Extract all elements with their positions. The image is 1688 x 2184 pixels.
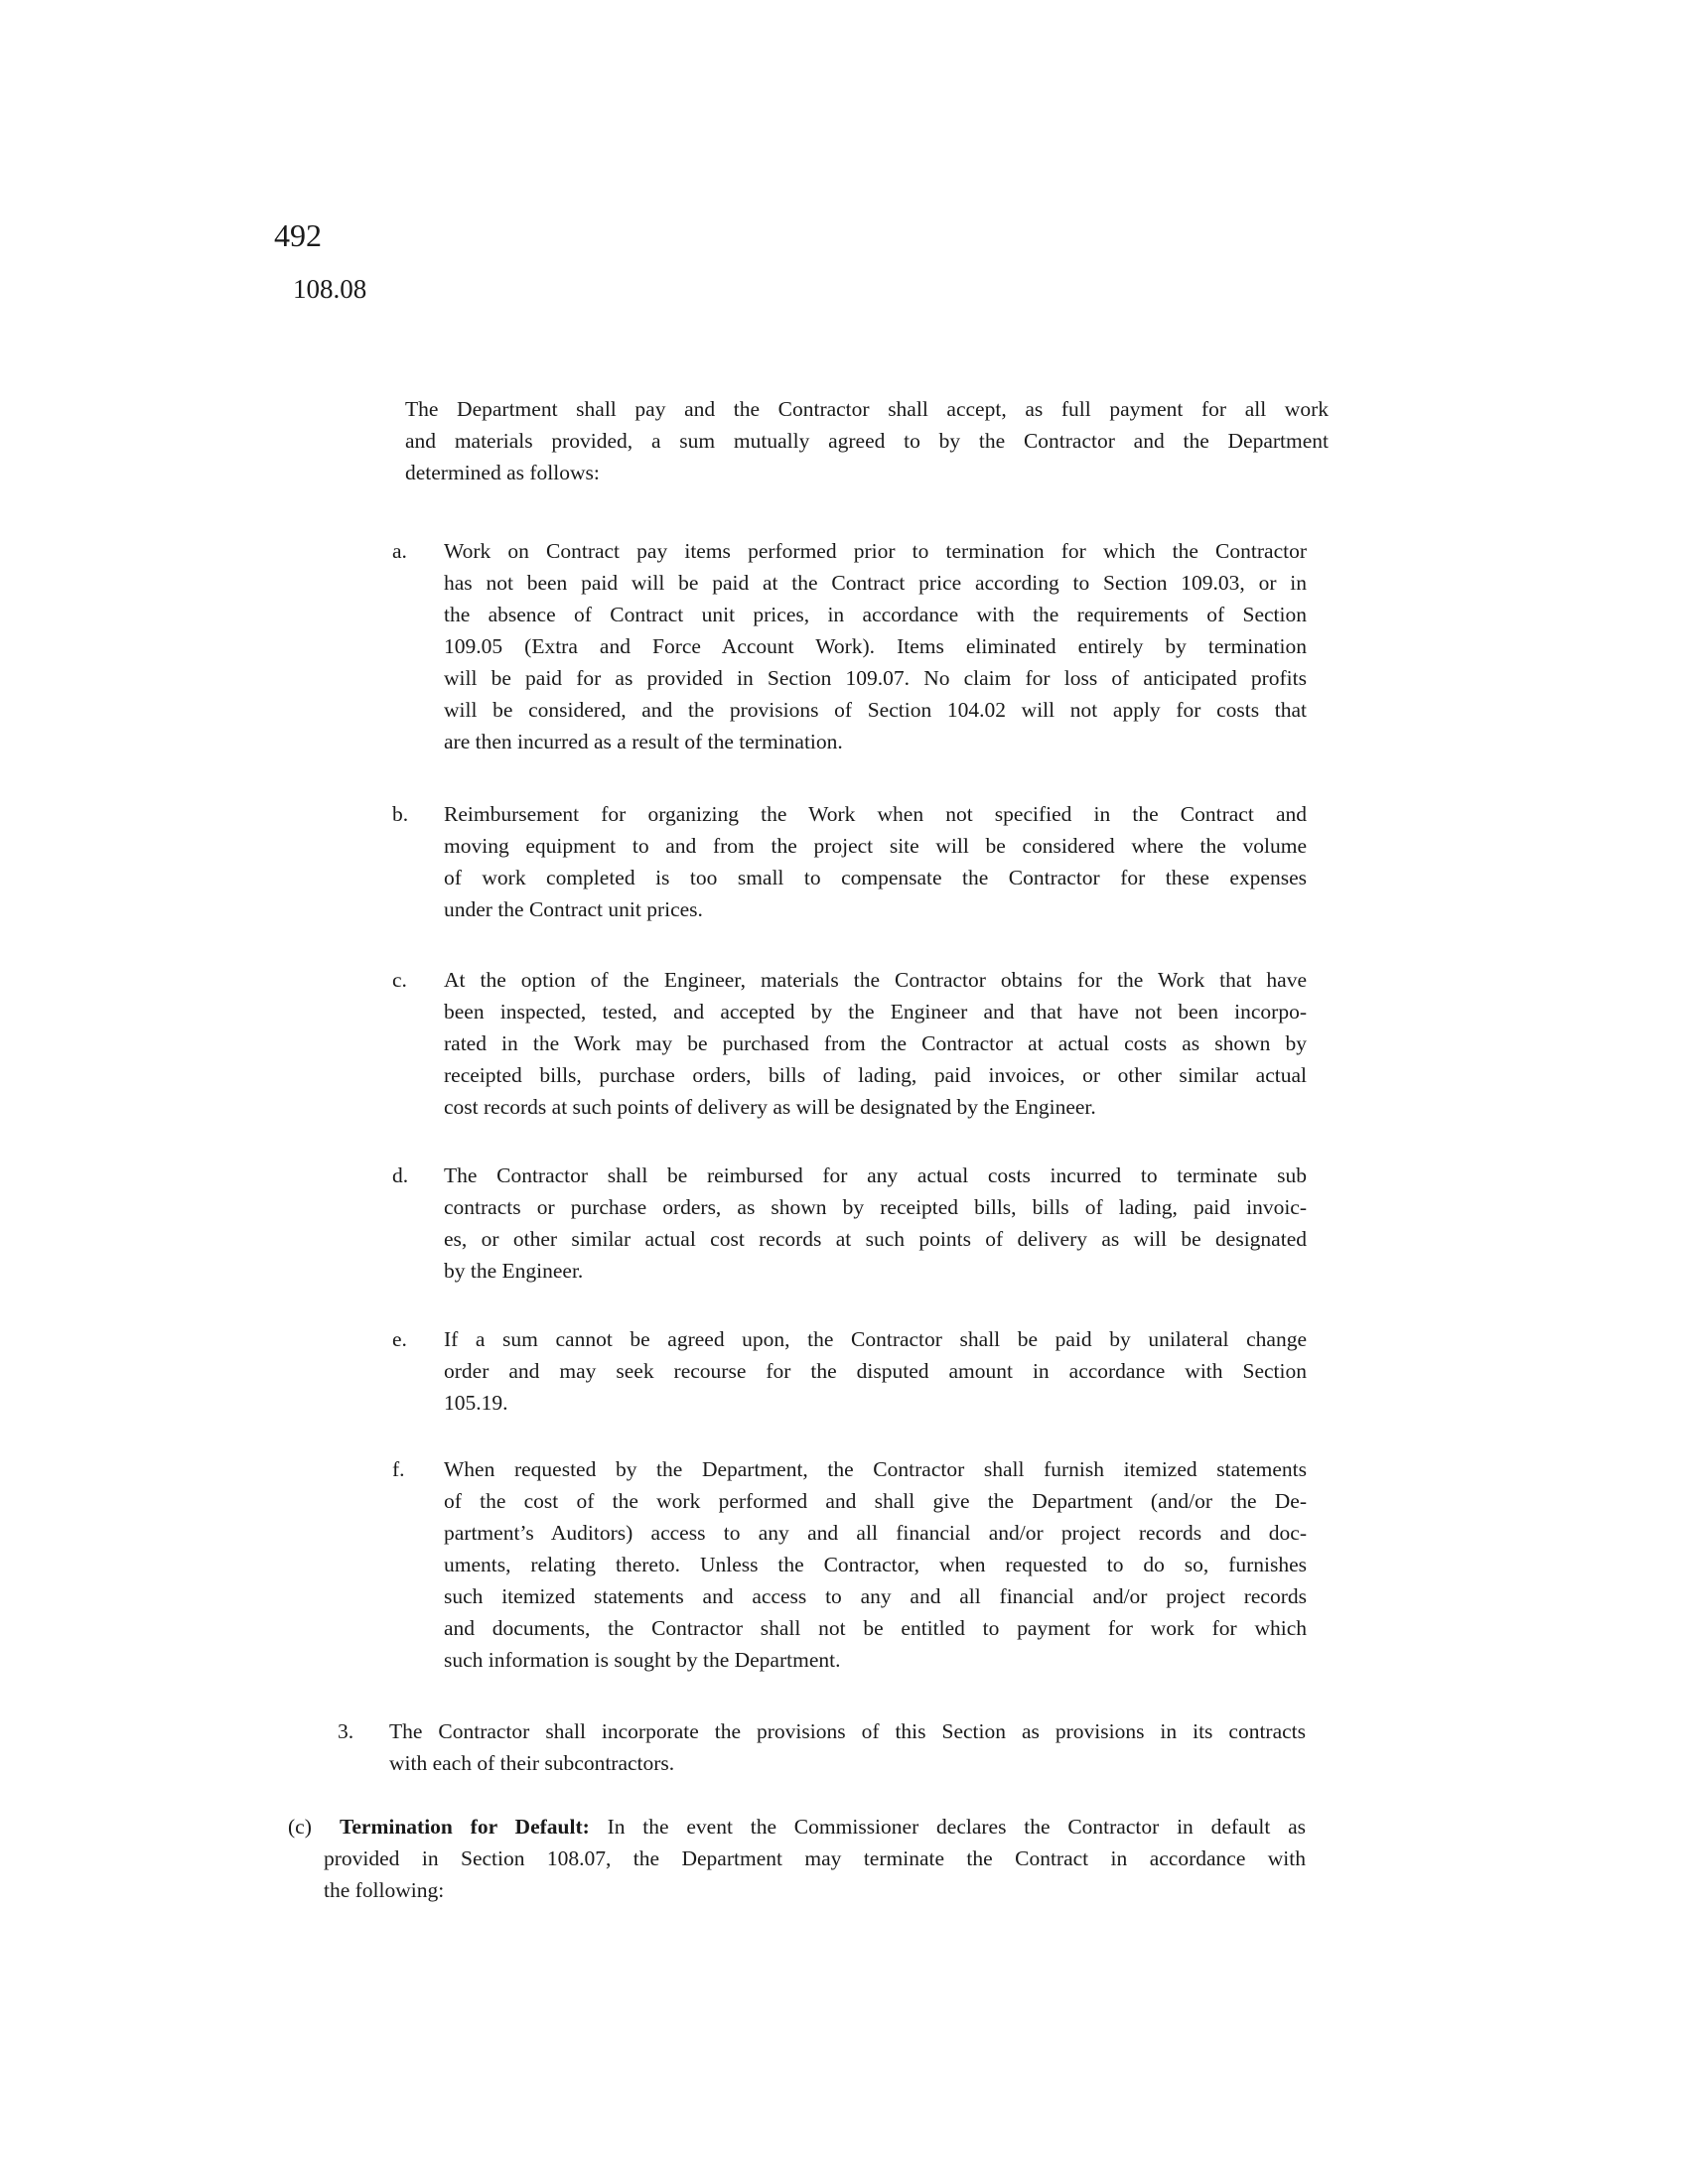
- list-item-f: [392, 1453, 1307, 1676]
- list-item-c: [392, 964, 1307, 1123]
- termination-section: [288, 1811, 1329, 1906]
- list-item-f-label: f.: [392, 1457, 405, 1481]
- numbered-item-3-body: [389, 1715, 1306, 1779]
- text-line: es, or other similar actual cost records at such points of delivery as will be designated: [444, 1227, 1307, 1251]
- list-item-e: [392, 1323, 1307, 1419]
- text-line: partment’s Auditors) access to any and all financial and/or project records and doc-: [444, 1521, 1307, 1545]
- list-item-b-body: [444, 798, 1307, 925]
- text-line: and materials provided, a sum mutually agreed to by the Contractor and the Department: [405, 429, 1329, 453]
- text-line: been inspected, tested, and accepted by the Engineer and that have not been incorpo-: [444, 1000, 1307, 1024]
- text-line: Work on Contract pay items performed prior to termination for which the Contractor: [444, 539, 1307, 563]
- text-line: with each of their subcontractors.: [389, 1751, 675, 1775]
- text-line: moving equipment to and from the project site will be considered where the volume: [444, 834, 1307, 858]
- text-line: of work completed is too small to compensate the Contractor for these expenses: [444, 866, 1307, 889]
- list-item-c-label: c.: [392, 968, 407, 992]
- list-item-e-label: e.: [392, 1327, 407, 1351]
- numbered-item-3: [338, 1715, 1306, 1779]
- termination-section-label: (c): [288, 1815, 312, 1839]
- list-item-b-label: b.: [392, 802, 409, 826]
- text-line: The Department shall pay and the Contractor shall accept, as full payment for all work: [405, 397, 1329, 421]
- text-line: uments, relating thereto. Unless the Contractor, when requested to do so, furnishes: [444, 1553, 1307, 1576]
- text-line: provided in Section 108.07, the Department may terminate the Contract in accordance with: [324, 1846, 1306, 1870]
- text-line: contracts or purchase orders, as shown by receipted bills, bills of lading, paid invoic-: [444, 1195, 1307, 1219]
- text-line: by the Engineer.: [444, 1259, 584, 1283]
- list-item-f-body: [444, 1453, 1307, 1676]
- termination-first-line: [324, 1811, 1306, 1843]
- text-line: If a sum cannot be agreed upon, the Contractor shall be paid by unilateral change: [444, 1327, 1307, 1351]
- text-line: The Contractor shall be reimbursed for any actual costs incurred to terminate sub: [444, 1163, 1307, 1187]
- text-line: 109.05 (Extra and Force Account Work). Items eliminated entirely by termination: [444, 634, 1307, 658]
- text-line: At the option of the Engineer, materials the Contractor obtains for the Work that have: [444, 968, 1307, 992]
- text-line: cost records at such points of delivery as will be designated by the Engineer.: [444, 1095, 1096, 1119]
- text-line: rated in the Work may be purchased from the Contractor at actual costs as shown by: [444, 1031, 1307, 1055]
- list-item-c-body: [444, 964, 1307, 1123]
- text-line: of the cost of the work performed and shall give the Department (and/or the De-: [444, 1489, 1307, 1513]
- list-item-d: [392, 1160, 1307, 1287]
- text-line: The Contractor shall incorporate the provisions of this Section as provisions in its contracts: [389, 1719, 1306, 1743]
- list-item-d-body: [444, 1160, 1307, 1287]
- text-line: will be paid for as provided in Section 109.07. No claim for loss of anticipated profits: [444, 666, 1307, 690]
- list-item-a-body: [444, 535, 1307, 757]
- page-number: 492: [274, 217, 322, 253]
- text-line: under the Contract unit prices.: [444, 897, 703, 921]
- text-line: has not been paid will be paid at the Contract price according to Section 109.03, or in: [444, 571, 1307, 595]
- text-line: order and may seek recourse for the disputed amount in accordance with Section: [444, 1359, 1307, 1383]
- termination-section-body: [324, 1811, 1306, 1906]
- text-line: receipted bills, purchase orders, bills of lading, paid invoices, or other similar actual: [444, 1063, 1307, 1087]
- text-line: will be considered, and the provisions of Section 104.02 will not apply for costs that: [444, 698, 1307, 722]
- list-item-d-label: d.: [392, 1163, 409, 1187]
- list-item-b: [392, 798, 1307, 925]
- text-line: the absence of Contract unit prices, in accordance with the requirements of Section: [444, 603, 1307, 626]
- text-line: determined as follows:: [405, 461, 600, 484]
- text-line: are then incurred as a result of the termination.: [444, 730, 843, 753]
- intro-paragraph: [405, 393, 1329, 488]
- list-item-a: [392, 535, 1307, 757]
- text-line: such information is sought by the Department.: [444, 1648, 841, 1672]
- text-line: and documents, the Contractor shall not be entitled to payment for work for which: [444, 1616, 1307, 1640]
- section-number: 108.08: [293, 274, 367, 304]
- text-line: Reimbursement for organizing the Work when not specified in the Contract and: [444, 802, 1307, 826]
- termination-continuation: [324, 1843, 1306, 1906]
- text-line: When requested by the Department, the Contractor shall furnish itemized statements: [444, 1457, 1307, 1481]
- text-line: the following:: [324, 1878, 445, 1902]
- text-line: such itemized statements and access to any and all financial and/or project records: [444, 1584, 1307, 1608]
- termination-first-line-rest: In the event the Commissioner declares the Contractor in default as: [589, 1815, 1307, 1839]
- list-item-a-label: a.: [392, 539, 407, 563]
- list-item-e-body: [444, 1323, 1307, 1419]
- text-line: 105.19.: [444, 1391, 508, 1415]
- termination-heading: Termination for Default:: [340, 1815, 590, 1839]
- numbered-item-3-label: 3.: [338, 1719, 354, 1743]
